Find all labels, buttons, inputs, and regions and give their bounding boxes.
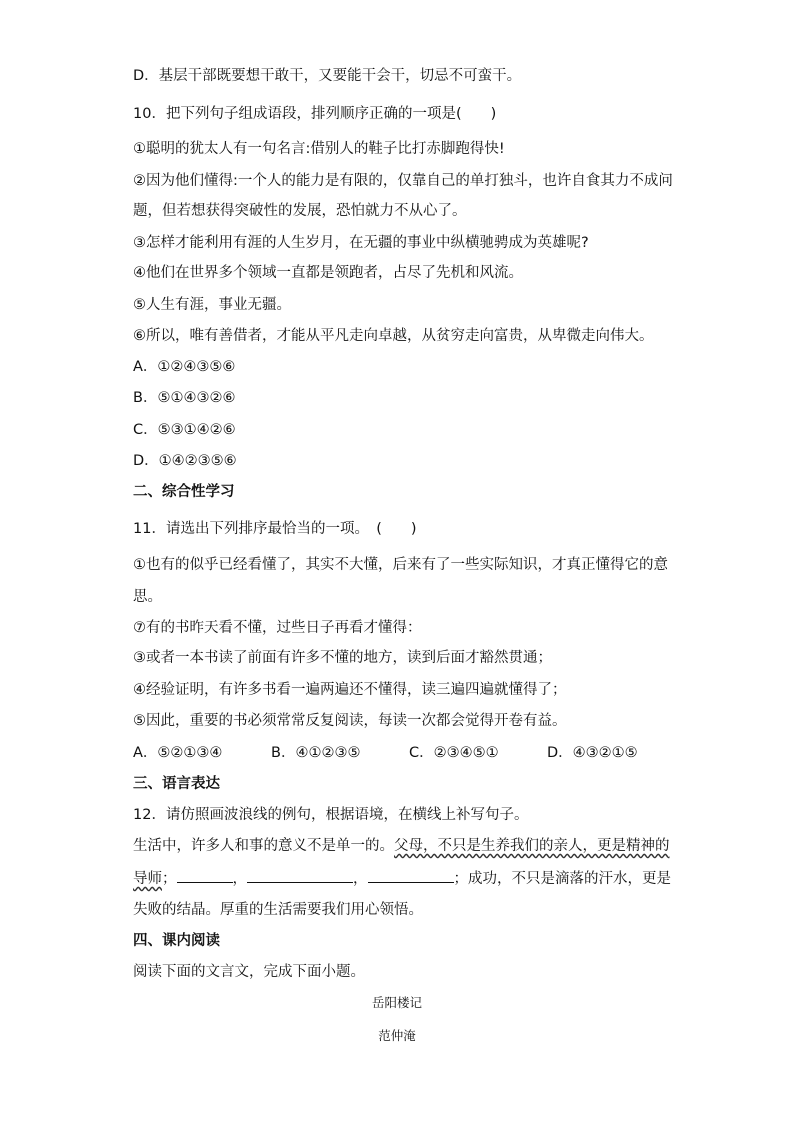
q12-stem: 12．请仿照画波浪线的例句，根据语境，在横线上补写句子。 [133,807,529,823]
q11-sentence-1: ①也有的似乎已经看懂了，其实不大懂，后来有了一些实际知识，才真正懂得它的意 [133,557,668,573]
q12-line-1 [133,836,670,856]
q11-sentence-2: ⑦有的书昨天看不懂，过些日子再看才懂得： [133,620,422,636]
q11-sentence-3: ③或者一本书读了前面有许多不懂的地方，读到后面才豁然贯通； [133,650,552,666]
q12-line-3: 失败的结晶。厚重的生活需要我们用心领悟。 [133,902,423,918]
answer-blank-3[interactable] [368,868,454,883]
q11-stem: 11．请选出下列排序最恰当的一项。 ( ) [133,521,417,537]
q11-sentence-1-cont: 思。 [133,589,162,605]
answer-blank-1[interactable] [177,868,233,883]
q10-sentence-2-cont: 题，但若想获得突破性的发展，恐怕就力不从心了。 [133,203,467,219]
q12-line-2 [133,868,671,889]
q11-option-c: C．②③④⑤① [409,745,499,761]
q11-option-a: A．⑤②①③④ [133,745,223,761]
q11-sentence-4: ④经验证明，有许多书看一遍两遍还不懂得，读三遍四遍就懂得了； [133,682,567,698]
q12-line-2-tail: ；成功，不只是滴落的汗水，更是 [453,871,671,887]
q9-option-d: D．基层干部既要想干敢干，又要能干会干，切忌不可蛮干。 [133,68,522,84]
passage-author: 范仲淹 [378,1028,416,1043]
q12-comma-1: ， [232,871,247,887]
q10-sentence-3: ③怎样才能利用有涯的人生岁月，在无疆的事业中纵横驰骋成为英雄呢? [133,235,589,251]
reading-intro: 阅读下面的文言文，完成下面小题。 [133,964,365,980]
section-heading-4: 四、课内阅读 [133,933,220,949]
q10-option-a: A．①②④③⑤⑥ [133,359,236,375]
q11-sentence-5: ⑤因此，重要的书必须常常反复阅读，每读一次都会觉得开卷有益。 [133,713,567,729]
section-heading-2: 二、综合性学习 [133,484,235,500]
section-heading-3: 三、语言表达 [133,776,220,792]
q10-stem: 10．把下列句子组成语段，排列顺序正确的一项是( ) [133,106,497,122]
q11-option-b: B．④①②③⑤ [271,745,361,761]
q10-sentence-2: ②因为他们懂得:一个人的能力是有限的，仅靠自己的单打独斗，也许自食其力不成问 [133,173,673,189]
answer-blank-2[interactable] [247,868,353,883]
q11-options [133,743,673,763]
q10-sentence-5: ⑤人生有涯，事业无疆。 [133,297,291,313]
q12-example-wavy: 父母，不只是生养我们的亲人，更是精神的 [394,838,670,854]
q10-sentence-6: ⑥所以，唯有善借者，才能从平凡走向卓越，从贫穷走向富贵，从卑微走向伟大。 [133,328,654,344]
q12-example-wavy-end: 导师 [133,871,162,887]
passage-title: 岳阳楼记 [371,995,422,1010]
q10-sentence-1: ①聪明的犹太人有一句名言:借别人的鞋子比打赤脚跑得快! [133,141,505,157]
q10-sentence-4: ④他们在世界多个领域一直都是领跑者，占尽了先机和风流。 [133,265,523,281]
q10-option-b: B．⑤①④③②⑥ [133,390,236,406]
q10-option-d: D．①④②③⑤⑥ [133,453,237,469]
q11-option-d: D．④③②①⑤ [547,745,638,761]
q12-context: 生活中，许多人和事的意义不是单一的。 [133,838,394,854]
q12-comma-2: ， [353,871,368,887]
q12-separator: ； [162,871,177,887]
q10-option-c: C．⑤③①④②⑥ [133,422,236,438]
